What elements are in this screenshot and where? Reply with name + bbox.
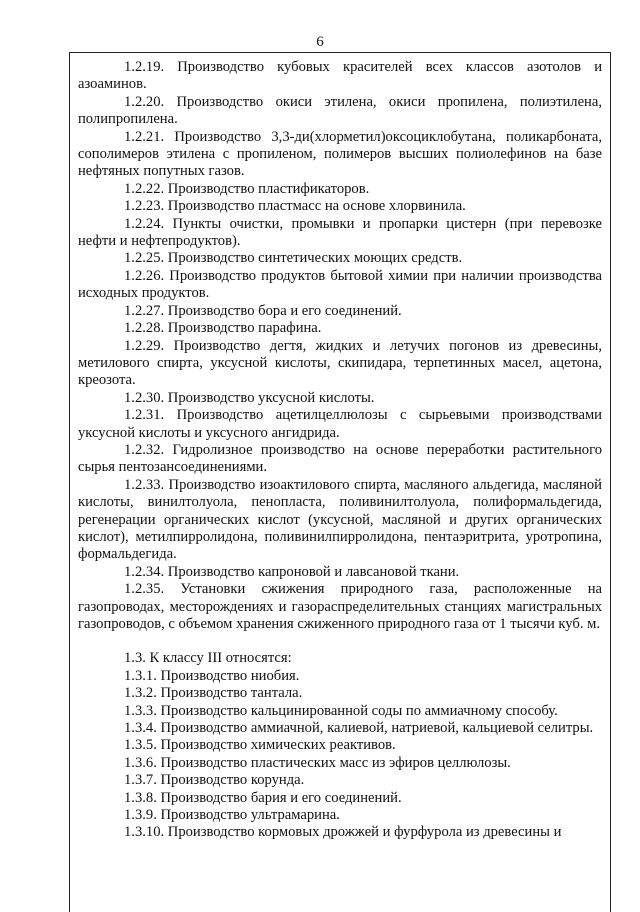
list-item: 1.2.23. Производство пластмасс на основе хлорвинила. xyxy=(124,198,466,215)
list-item: 1.2.35. Установки сжижения природного газа, расположенные на газопроводах, месторождениях и газораспределительных станциях магистральных газопроводов, с объемом хранения сжиженного природного газа от 1 тысячи куб. м. xyxy=(78,581,602,632)
section-1-3-list xyxy=(78,650,602,841)
page-number: 6 xyxy=(316,34,324,50)
list-item: 1.3.2. Производство тантала. xyxy=(124,685,303,702)
list-item: 1.2.27. Производство бора и его соединений. xyxy=(124,302,402,319)
list-item: 1.2.25. Производство синтетических моющих средств. xyxy=(124,250,463,267)
list-item: 1.2.26. Производство продуктов бытовой химии при наличии производства исходных продуктов. xyxy=(78,267,602,302)
list-item: 1.3.8. Производство бария и его соединений. xyxy=(124,789,402,806)
section-1-2-list xyxy=(78,59,602,633)
list-item: 1.3.6. Производство пластических масс из эфиров целлюлозы. xyxy=(124,754,511,771)
list-item: 1.3.1. Производство ниобия. xyxy=(124,667,300,684)
section-gap xyxy=(78,633,602,650)
section-heading: 1.3. К классу III относятся: xyxy=(124,650,292,667)
list-item: 1.2.22. Производство пластификаторов. xyxy=(124,180,370,197)
list-item: 1.2.19. Производство кубовых красителей всех классов азотолов и азоаминов. xyxy=(78,59,602,93)
list-item: 1.3.5. Производство химических реактивов. xyxy=(124,737,396,754)
list-item: 1.3.10. Производство кормовых дрожжей и фурфурола из древесины и xyxy=(124,824,562,841)
list-item: 1.2.34. Производство капроновой и лавсановой ткани. xyxy=(124,563,460,580)
list-item: 1.2.28. Производство парафина. xyxy=(124,320,322,337)
list-item: 1.3.9. Производство ультрамарина. xyxy=(124,807,340,824)
list-item: 1.2.20. Производство окиси этилена, окиси пропилена, полиэтилена, полипропилена. xyxy=(78,93,602,128)
list-item: 1.2.24. Пункты очистки, промывки и пропарки цистерн (при перевозке нефти и нефтепродуктов). xyxy=(78,215,602,250)
list-item: 1.3.4. Производство аммиачной, калиевой, натриевой, кальциевой селитры. xyxy=(124,720,594,737)
list-item: 1.3.3. Производство кальцинированной соды по аммиачному способу. xyxy=(124,702,558,719)
list-item: 1.3.7. Производство корунда. xyxy=(124,772,305,789)
list-item: 1.2.30. Производство уксусной кислоты. xyxy=(124,389,375,406)
list-item: 1.2.31. Производство ацетилцеллюлозы с сырьевыми производствами уксусной кислоты и уксусного ангидрида. xyxy=(78,407,602,441)
list-item: 1.2.32. Гидролизное производство на основе переработки растительного сырья пентозансоединениями. xyxy=(78,441,602,476)
list-item: 1.2.33. Производство изоактилового спирта, масляного альдегида, масляной кислоты, винилтолуола, пенопласта, поливинилтолуола, полиформальдегида, регенерации органических кислот (уксусной, масляной и других органических кислот), метилпирролидона, поливинилпирролидона, пентаэритрита, уротропина, формальдегида. xyxy=(78,476,602,563)
list-item: 1.2.29. Производство дегтя, жидких и летучих погонов из древесины, метилового спирта, уксусной кислоты, скипидара, терпетинных масел, ацетона, креозота. xyxy=(78,337,602,389)
document-frame xyxy=(69,52,611,912)
list-item: 1.2.21. Производство 3,3-ди(хлорметил)оксоциклобутана, поликарбоната, сополимеров этилена с пропиленом, полимеров высших полиолефинов на базе нефтяных попутных газов. xyxy=(78,128,602,180)
